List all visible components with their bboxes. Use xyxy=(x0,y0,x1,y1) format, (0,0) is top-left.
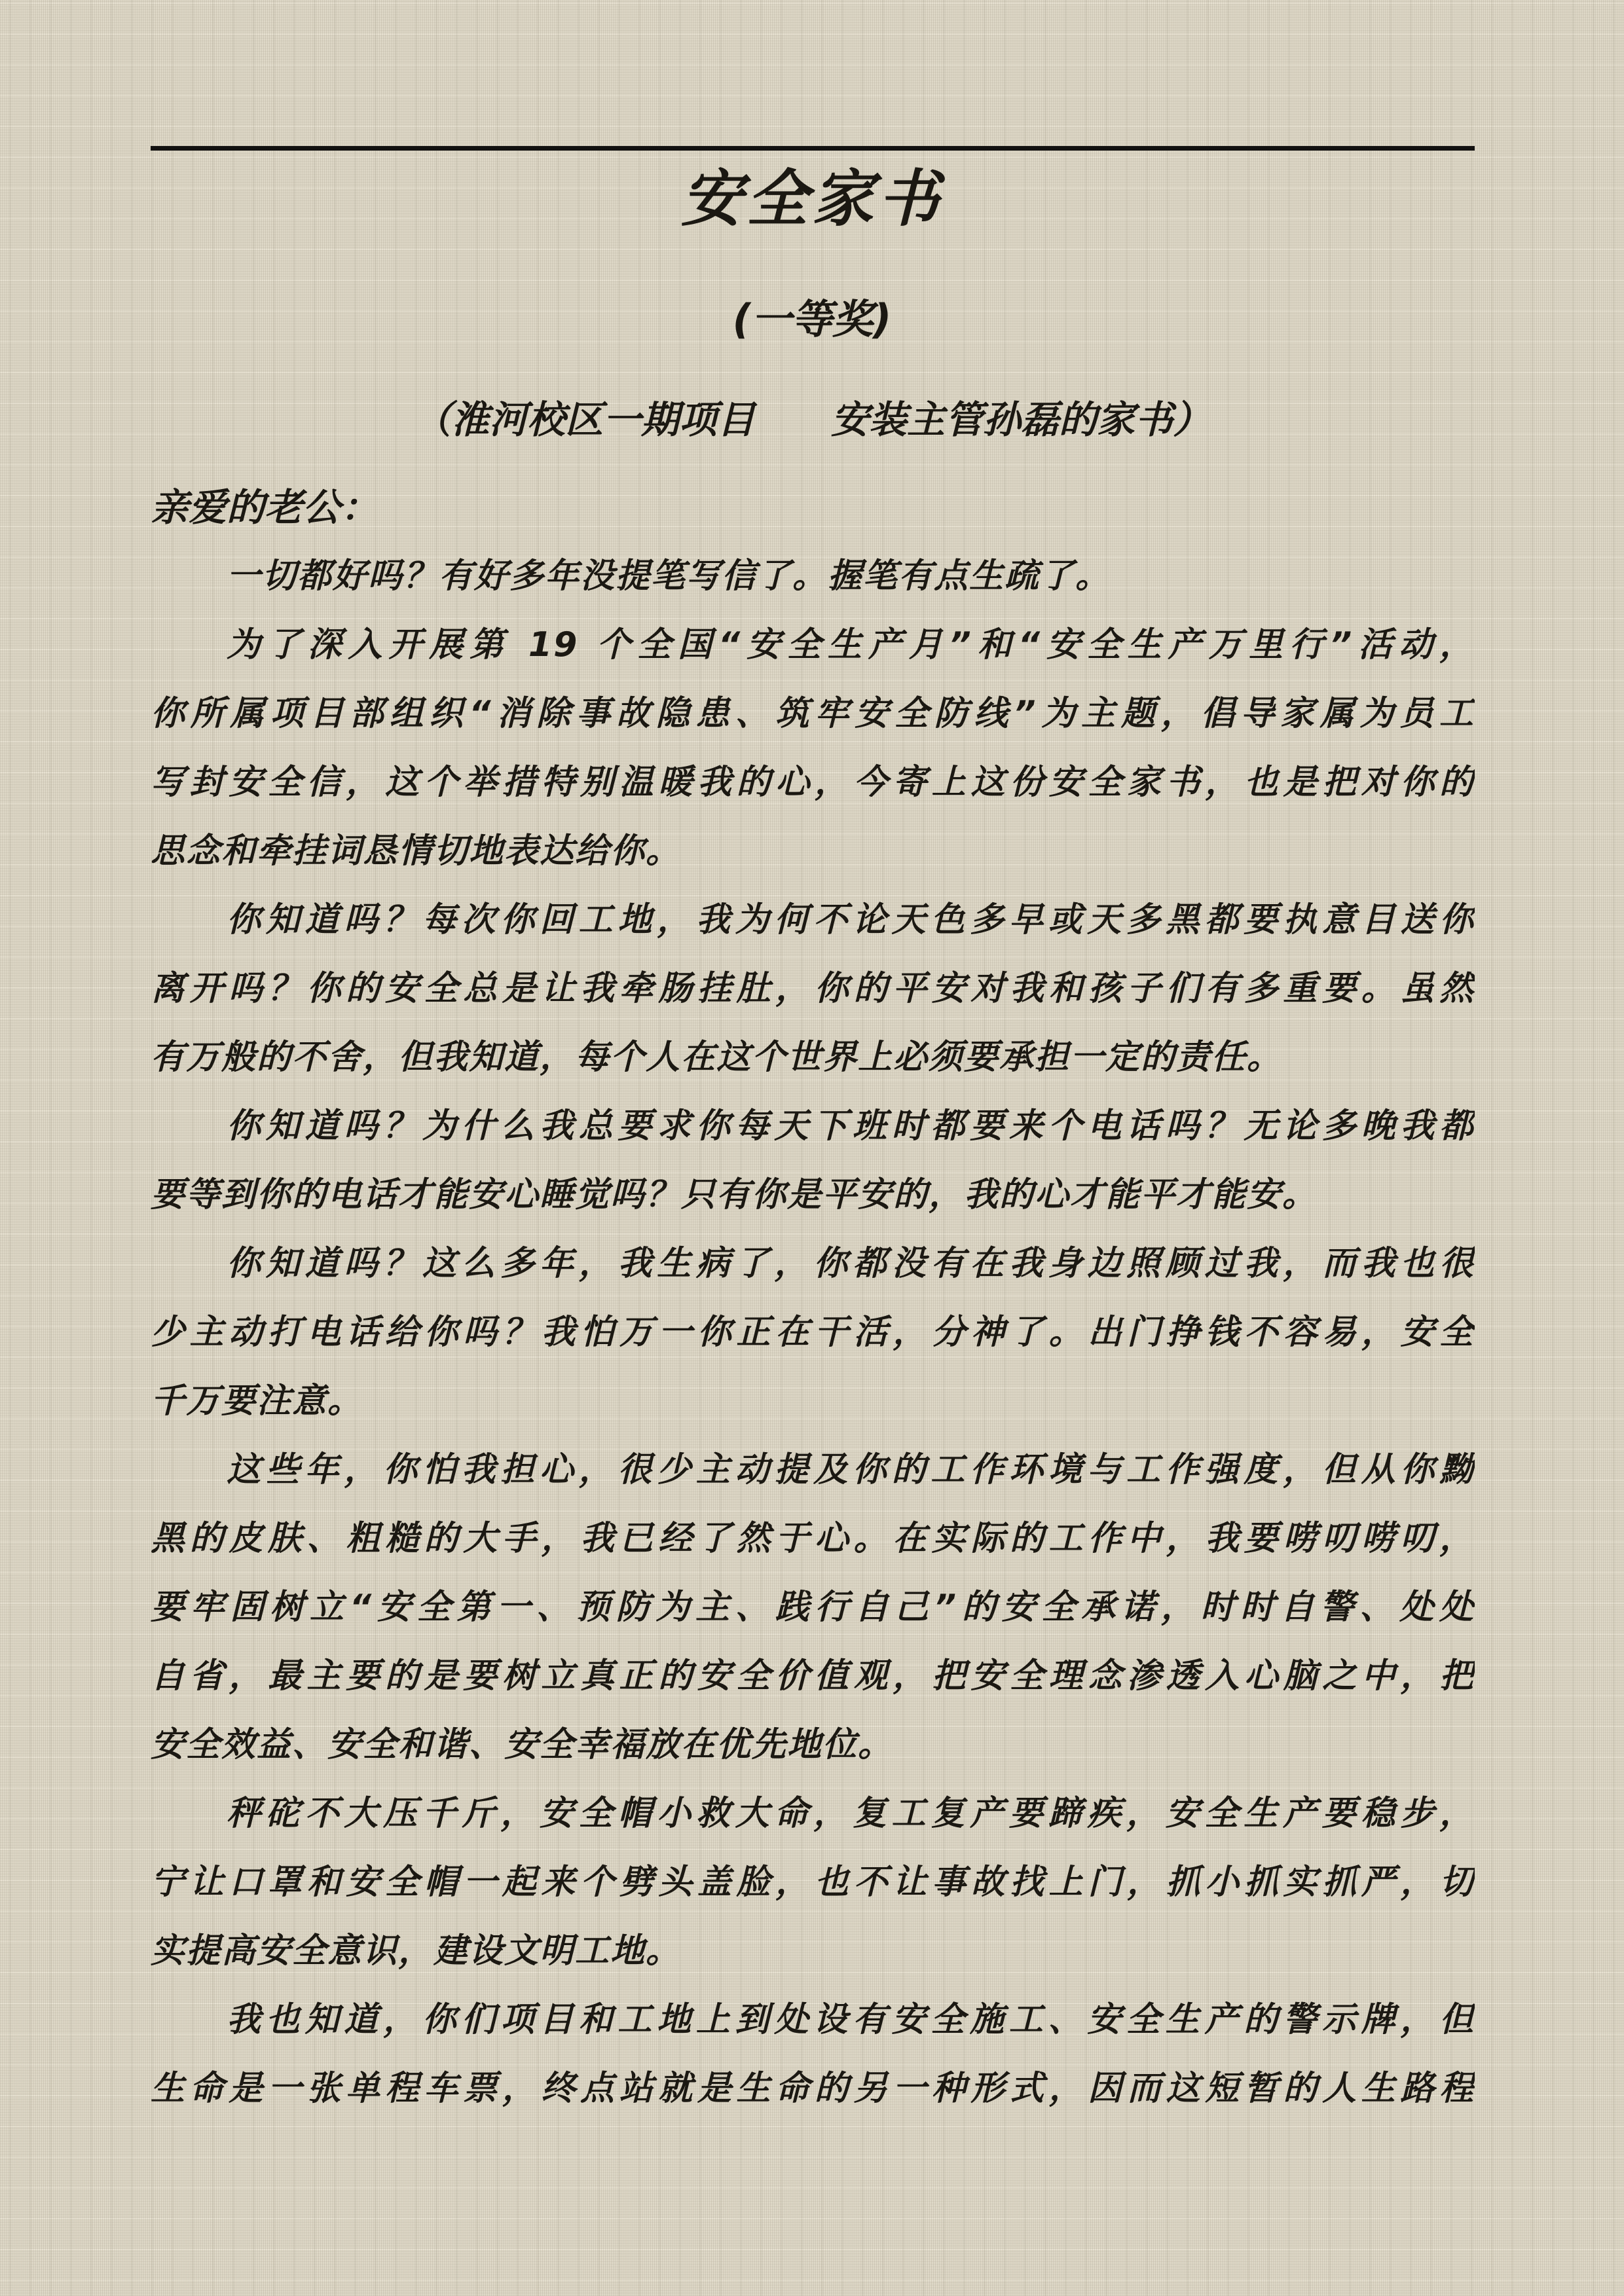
letter-line: 要等到你的电话才能安心睡觉吗？只有你是平安的，我的心才能平才能安。 xyxy=(151,1175,1318,1214)
letter-body xyxy=(151,542,1475,2123)
letter-line: 写封安全信，这个举措特别温暖我的心，今寄上这份安全家书，也是把对你的 xyxy=(151,763,1475,802)
letter-line: 黑的皮肤、粗糙的大手，我已经了然于心。在实际的工作中，我要唠叨唠叨， xyxy=(151,1519,1475,1558)
letter-line: 你知道吗？为什么我总要求你每天下班时都要来个电话吗？无论多晚我都 xyxy=(227,1106,1475,1146)
letter-line: 要牢固树立“安全第一、预防为主、践行自己”的安全承诺，时时自警、处处 xyxy=(151,1588,1475,1627)
letter-line: 我也知道，你们项目和工地上到处设有安全施工、安全生产的警示牌，但 xyxy=(227,2000,1475,2039)
letter-line: 离开吗？你的安全总是让我牵肠挂肚，你的平安对我和孩子们有多重要。虽然 xyxy=(151,969,1475,1008)
award-label: (一等奖) xyxy=(732,295,892,343)
salutation: 亲爱的老公： xyxy=(151,485,379,530)
letter-line: 思念和牵挂词恳情切地表达给你。 xyxy=(151,831,682,871)
letter-line: 一切都好吗？有好多年没提笔写信了。握笔有点生疏了。 xyxy=(227,556,1111,596)
letter-line: 少主动打电话给你吗？我怕万一你正在干活，分神了。出门挣钱不容易，安全 xyxy=(151,1313,1475,1352)
letter-line: 秤砣不大压千斤，安全帽小救大命，复工复产要蹄疾，安全生产要稳步， xyxy=(227,1794,1475,1833)
letter-line: 有万般的不舍，但我知道，每个人在这个世界上必须要承担一定的责任。 xyxy=(151,1038,1283,1077)
letter-line: 安全效益、安全和谐、安全幸福放在优先地位。 xyxy=(151,1725,894,1764)
page-title: 安全家书 xyxy=(680,164,943,235)
letter-line: 实提高安全意识，建设文明工地。 xyxy=(151,1931,682,1971)
letter-line: 你知道吗？每次你回工地，我为何不论天色多早或天多黑都要执意目送你 xyxy=(227,900,1475,939)
header-rule xyxy=(151,146,1475,151)
letter-line: 这些年，你怕我担心，很少主动提及你的工作环境与工作强度，但从你黝 xyxy=(227,1450,1475,1489)
letter-line: 生命是一张单程车票，终点站就是生命的另一种形式，因而这短暂的人生路程 xyxy=(151,2069,1475,2108)
letter-line: 宁让口罩和安全帽一起来个劈头盖脸，也不让事故找上门，抓小抓实抓严，切 xyxy=(151,1863,1475,1902)
letter-line: 千万要注意。 xyxy=(151,1381,363,1421)
letter-line: 你知道吗？这么多年，我生病了，你都没有在我身边照顾过我，而我也很 xyxy=(227,1244,1475,1283)
byline: （淮河校区一期项目 安装主管孙磊的家书） xyxy=(413,397,1211,442)
letter-line: 为了深入开展第 19 个全国“安全生产月”和“安全生产万里行”活动， xyxy=(227,625,1475,665)
letter-line: 自省，最主要的是要树立真正的安全价值观，把安全理念渗透入心脑之中，把 xyxy=(151,1656,1475,1696)
letter-line: 你所属项目部组织“消除事故隐患、筑牢安全防线”为主题，倡导家属为员工 xyxy=(151,694,1475,733)
